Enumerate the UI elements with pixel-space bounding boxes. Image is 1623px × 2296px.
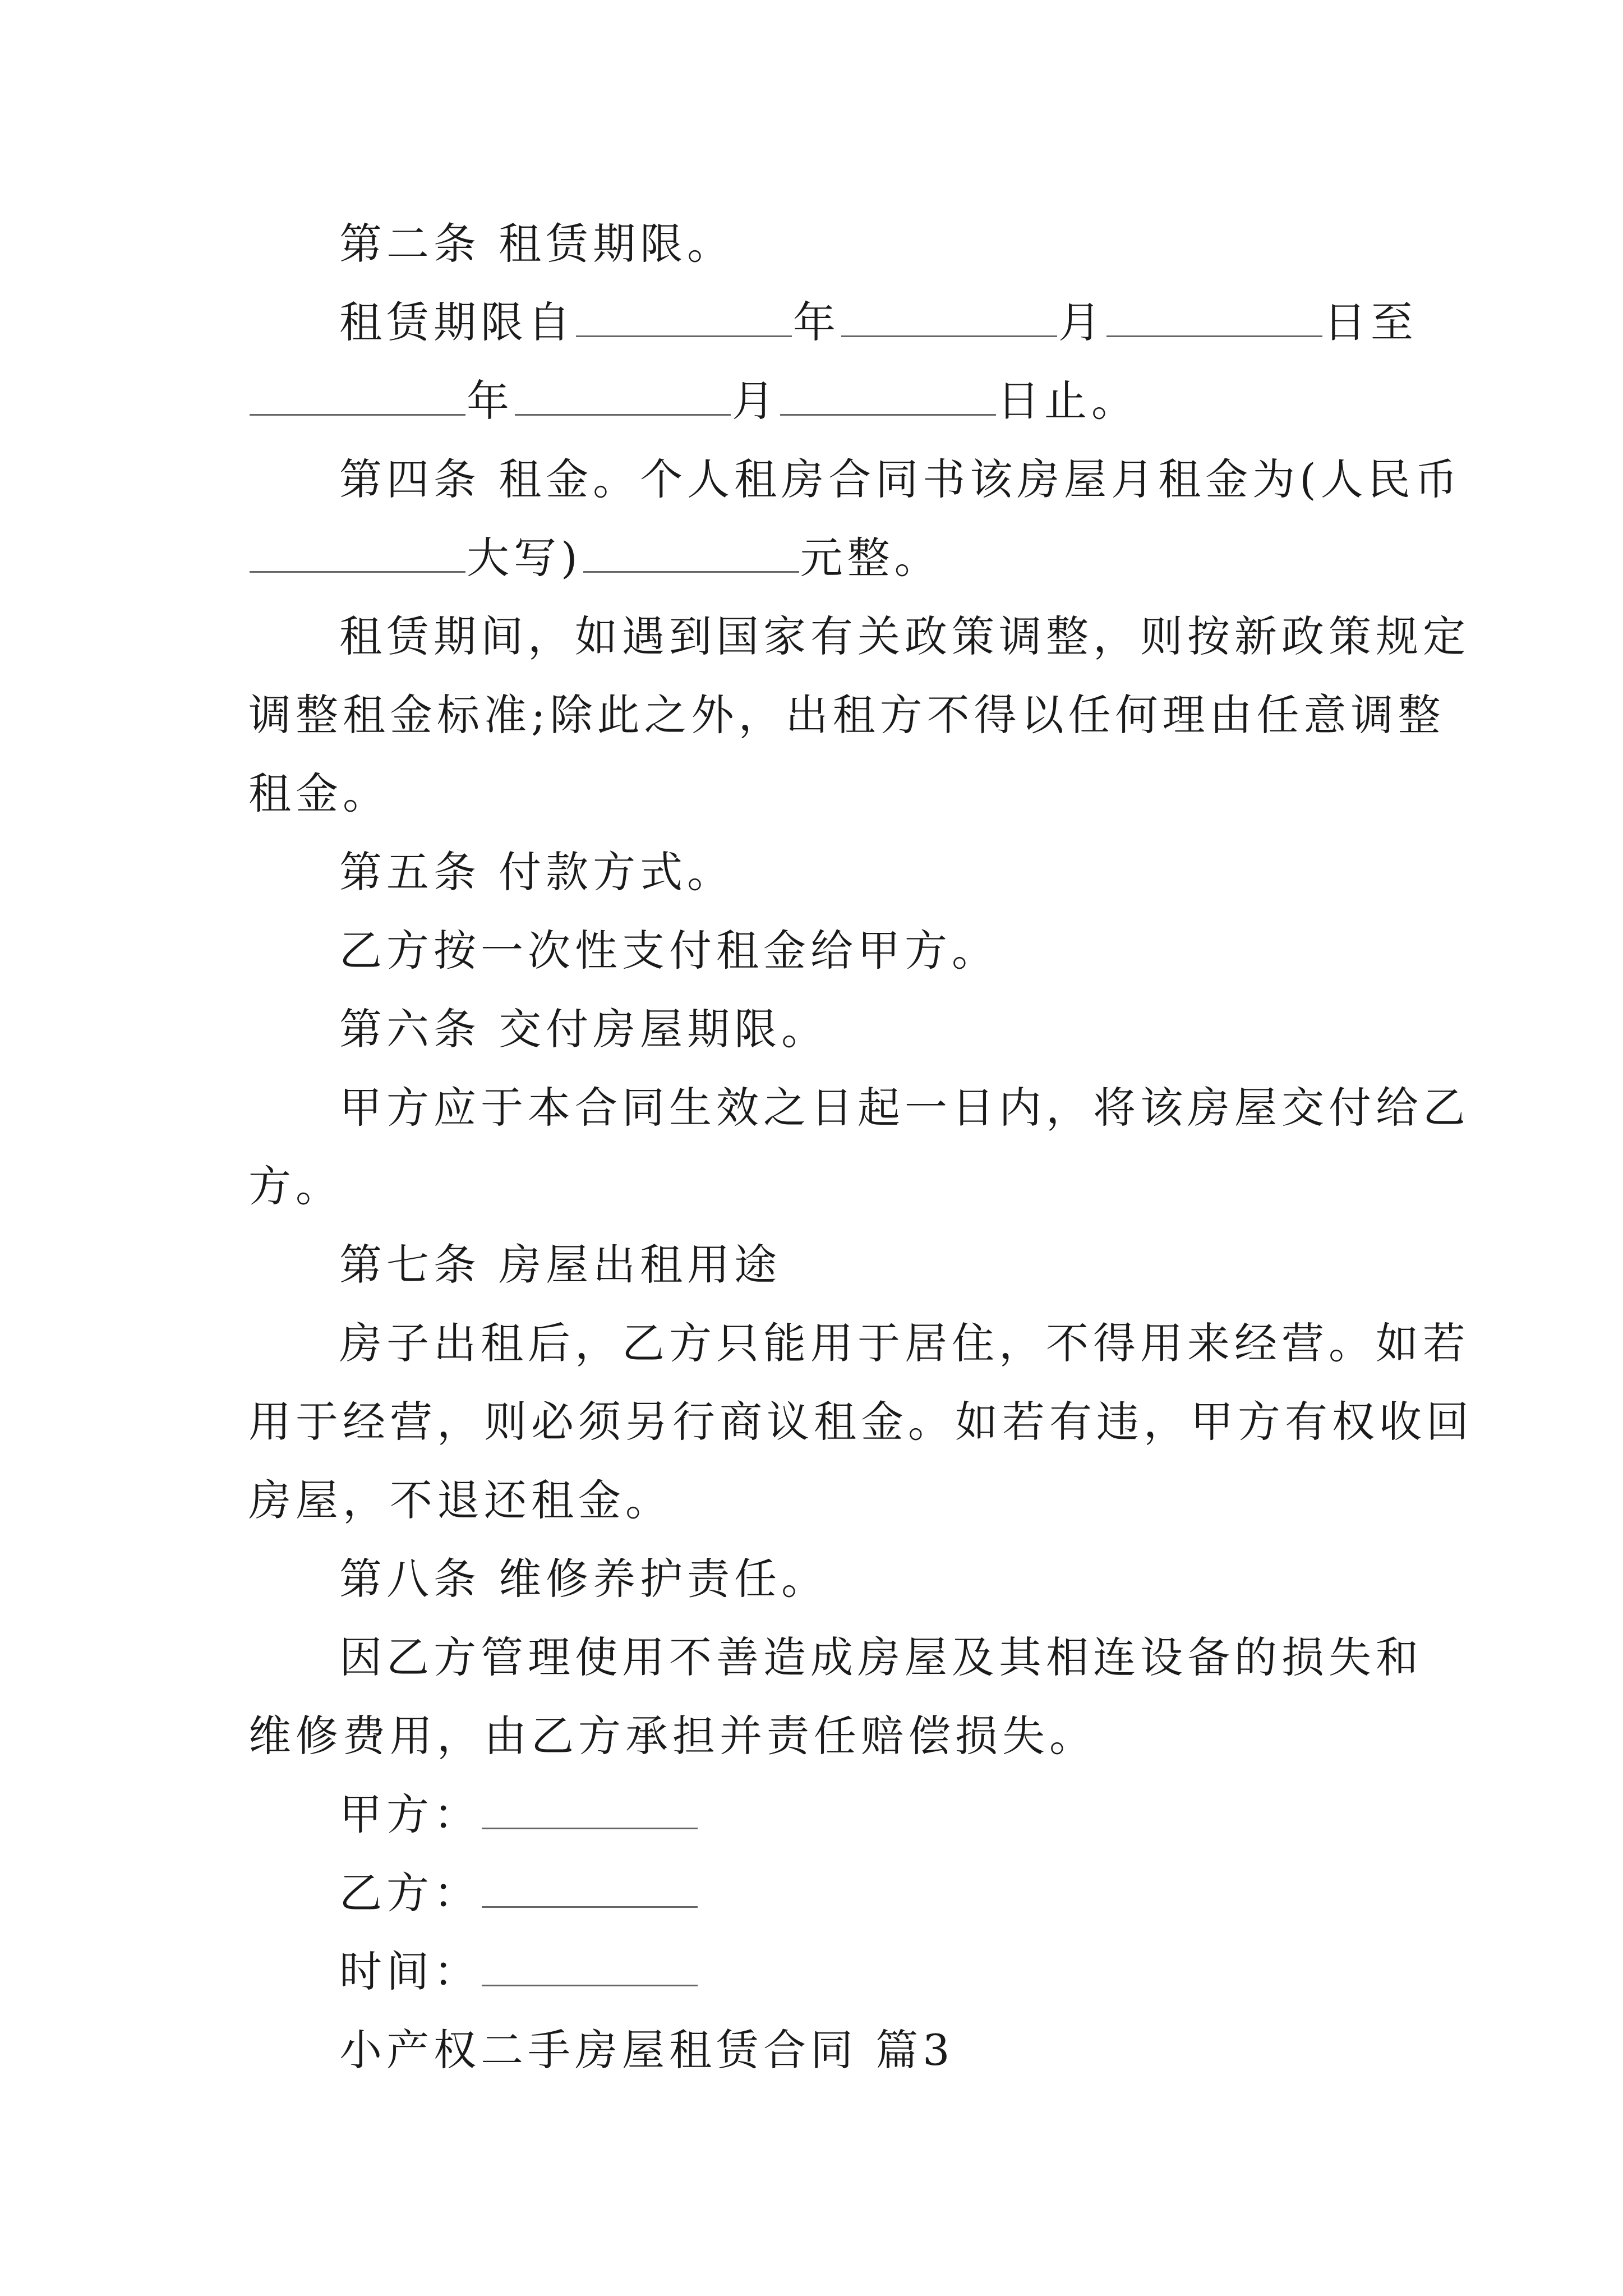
article5-body: 乙方按一次性支付租金给甲方。	[339, 926, 999, 976]
article8-heading: 第八条 维修养护责任。	[339, 1554, 829, 1604]
end-day-blank	[780, 380, 996, 416]
article6-heading: 第六条 交付房屋期限。	[339, 1004, 829, 1054]
start-month-blank	[841, 302, 1057, 337]
rent-amount-blank-2	[583, 537, 799, 573]
party-a-blank	[482, 1794, 698, 1829]
article2-heading: 第二条 租赁期限。	[339, 219, 735, 269]
end-month-blank	[515, 380, 731, 416]
signature-party-a: 甲方：	[0, 1781, 1623, 1848]
rent-amount-blank-1	[250, 537, 465, 573]
article7-body-line-1: 房子出租后，乙方只能用于居住，不得用来经营。如若	[339, 1318, 1470, 1368]
next-section-title: 小产权二手房屋租赁合同 篇3	[339, 2025, 955, 2075]
rent-adjust-line-2: 调整租金标准;除此之外，出租方不得以任何理由任意调整	[248, 690, 1445, 740]
start-year-blank	[576, 302, 792, 337]
article4-line-1: 第四条 租金。个人租房合同书该房屋月租金为(人民币	[339, 454, 1462, 504]
article7-body-line-2: 用于经营，则必须另行商议租金。如若有违，甲方有权收回	[248, 1397, 1473, 1447]
start-day-blank	[1106, 302, 1322, 337]
signature-time: 时间：	[0, 1938, 1623, 2005]
time-blank	[482, 1951, 698, 1986]
lease-term-line-2: 年 月 日止。	[0, 367, 1623, 435]
article7-body-line-3: 房屋，不退还租金。	[248, 1475, 672, 1525]
rent-adjust-line-3: 租金。	[248, 769, 390, 818]
party-b-blank	[482, 1872, 698, 1908]
article7-heading: 第七条 房屋出租用途	[339, 1240, 782, 1290]
article4-line-2: 大写) 元整。	[0, 524, 1623, 592]
article6-body-line-2: 方。	[248, 1161, 343, 1211]
lease-term-line-1: 租赁期限自 年 月 日至	[339, 297, 1418, 347]
article5-heading: 第五条 付款方式。	[339, 847, 735, 897]
article8-body-line-2: 维修费用，由乙方承担并责任赔偿损失。	[248, 1711, 1096, 1761]
article8-body-line-1: 因乙方管理使用不善造成房屋及其相连设备的损失和	[339, 1632, 1423, 1682]
article6-body-line-1: 甲方应于本合同生效之日起一日内，将该房屋交付给乙	[339, 1083, 1470, 1133]
signature-party-b: 乙方：	[0, 1860, 1623, 1927]
end-year-blank	[250, 380, 465, 416]
rent-adjust-line-1: 租赁期间，如遇到国家有关政策调整，则按新政策规定	[339, 611, 1470, 661]
